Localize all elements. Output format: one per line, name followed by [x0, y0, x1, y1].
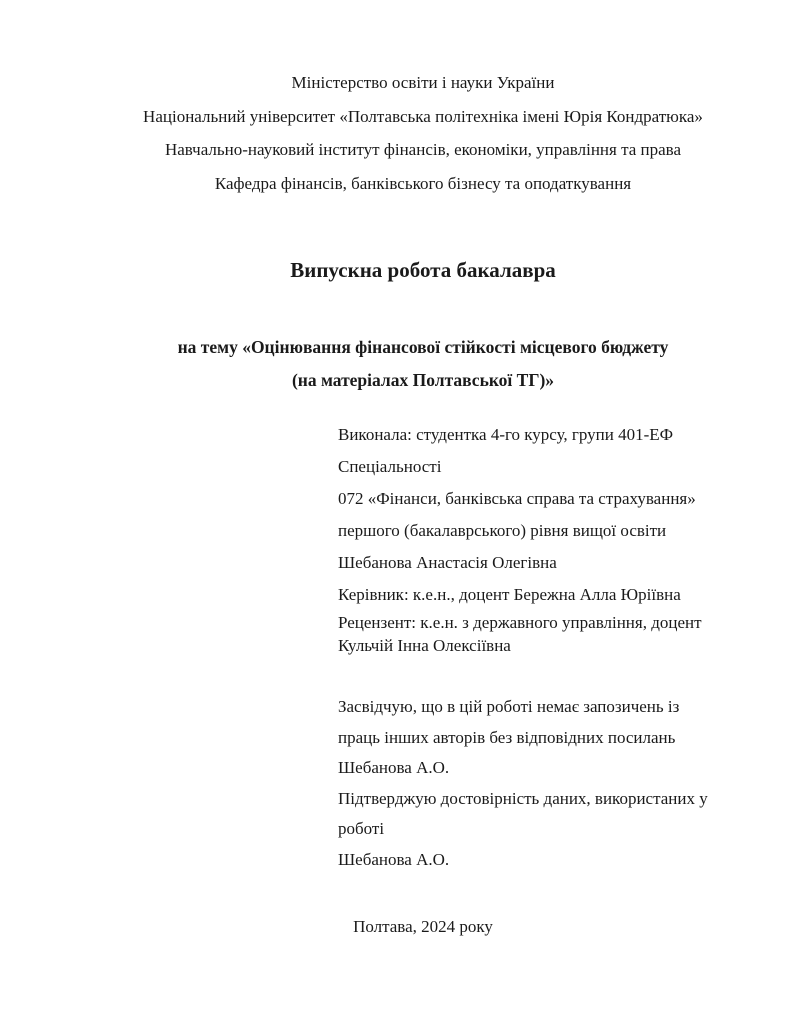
- data-validity-line-2: роботі: [338, 819, 385, 838]
- author-details-block: [338, 419, 751, 657]
- reviewer-line-1: Рецензент: к.е.н. з державного управління, доцент: [338, 613, 702, 632]
- supervisor-line: Керівник: к.е.н., доцент Бережна Алла Юріївна: [338, 585, 681, 604]
- performed-by-line: Виконала: студентка 4-го курсу, групи 401-ЕФ: [338, 425, 674, 444]
- thesis-theme-block: [95, 331, 751, 397]
- university-line: Національний університет «Полтавська політехніка імені Юрія Кондратюка»: [143, 106, 703, 126]
- no-plagiarism-line-2: праць інших авторів без відповідних посилань: [338, 727, 676, 747]
- thesis-theme-line-1: на тему «Оцінювання фінансової стійкості місцевого бюджету: [177, 337, 669, 357]
- signature-name-1: Шебанова А.О.: [338, 758, 450, 777]
- education-level-line: першого (бакалаврського) рівня вищої освіти: [338, 521, 667, 540]
- declaration-block: [338, 692, 751, 875]
- no-plagiarism-line-1: Засвідчую, що в цій роботі немає запозичень із: [338, 697, 680, 716]
- reviewer-line-2: Кульчій Інна Олексіївна: [338, 636, 511, 655]
- department-line: Кафедра фінансів, банківського бізнесу та оподаткування: [214, 173, 632, 193]
- city-year-line: Полтава, 2024 року: [353, 917, 493, 936]
- speciality-code-line: 072 «Фінанси, банківська справа та страхування»: [338, 489, 696, 508]
- student-name-line: Шебанова Анастасія Олегівна: [338, 553, 557, 572]
- ministry-line: Міністерство освіти і науки України: [291, 73, 555, 92]
- speciality-label-line: Спеціальності: [338, 457, 442, 476]
- institute-line: Навчально-науковий інститут фінансів, економіки, управління та права: [164, 140, 682, 159]
- header-block: [95, 66, 751, 200]
- thesis-title: Випускна робота бакалавра: [290, 258, 556, 282]
- thesis-theme-line-2: (на матеріалах Полтавської ТГ)»: [291, 370, 555, 390]
- signature-name-2: Шебанова А.О.: [338, 849, 450, 869]
- data-validity-line-1: Підтверджую достовірність даних, використаних у: [338, 788, 708, 808]
